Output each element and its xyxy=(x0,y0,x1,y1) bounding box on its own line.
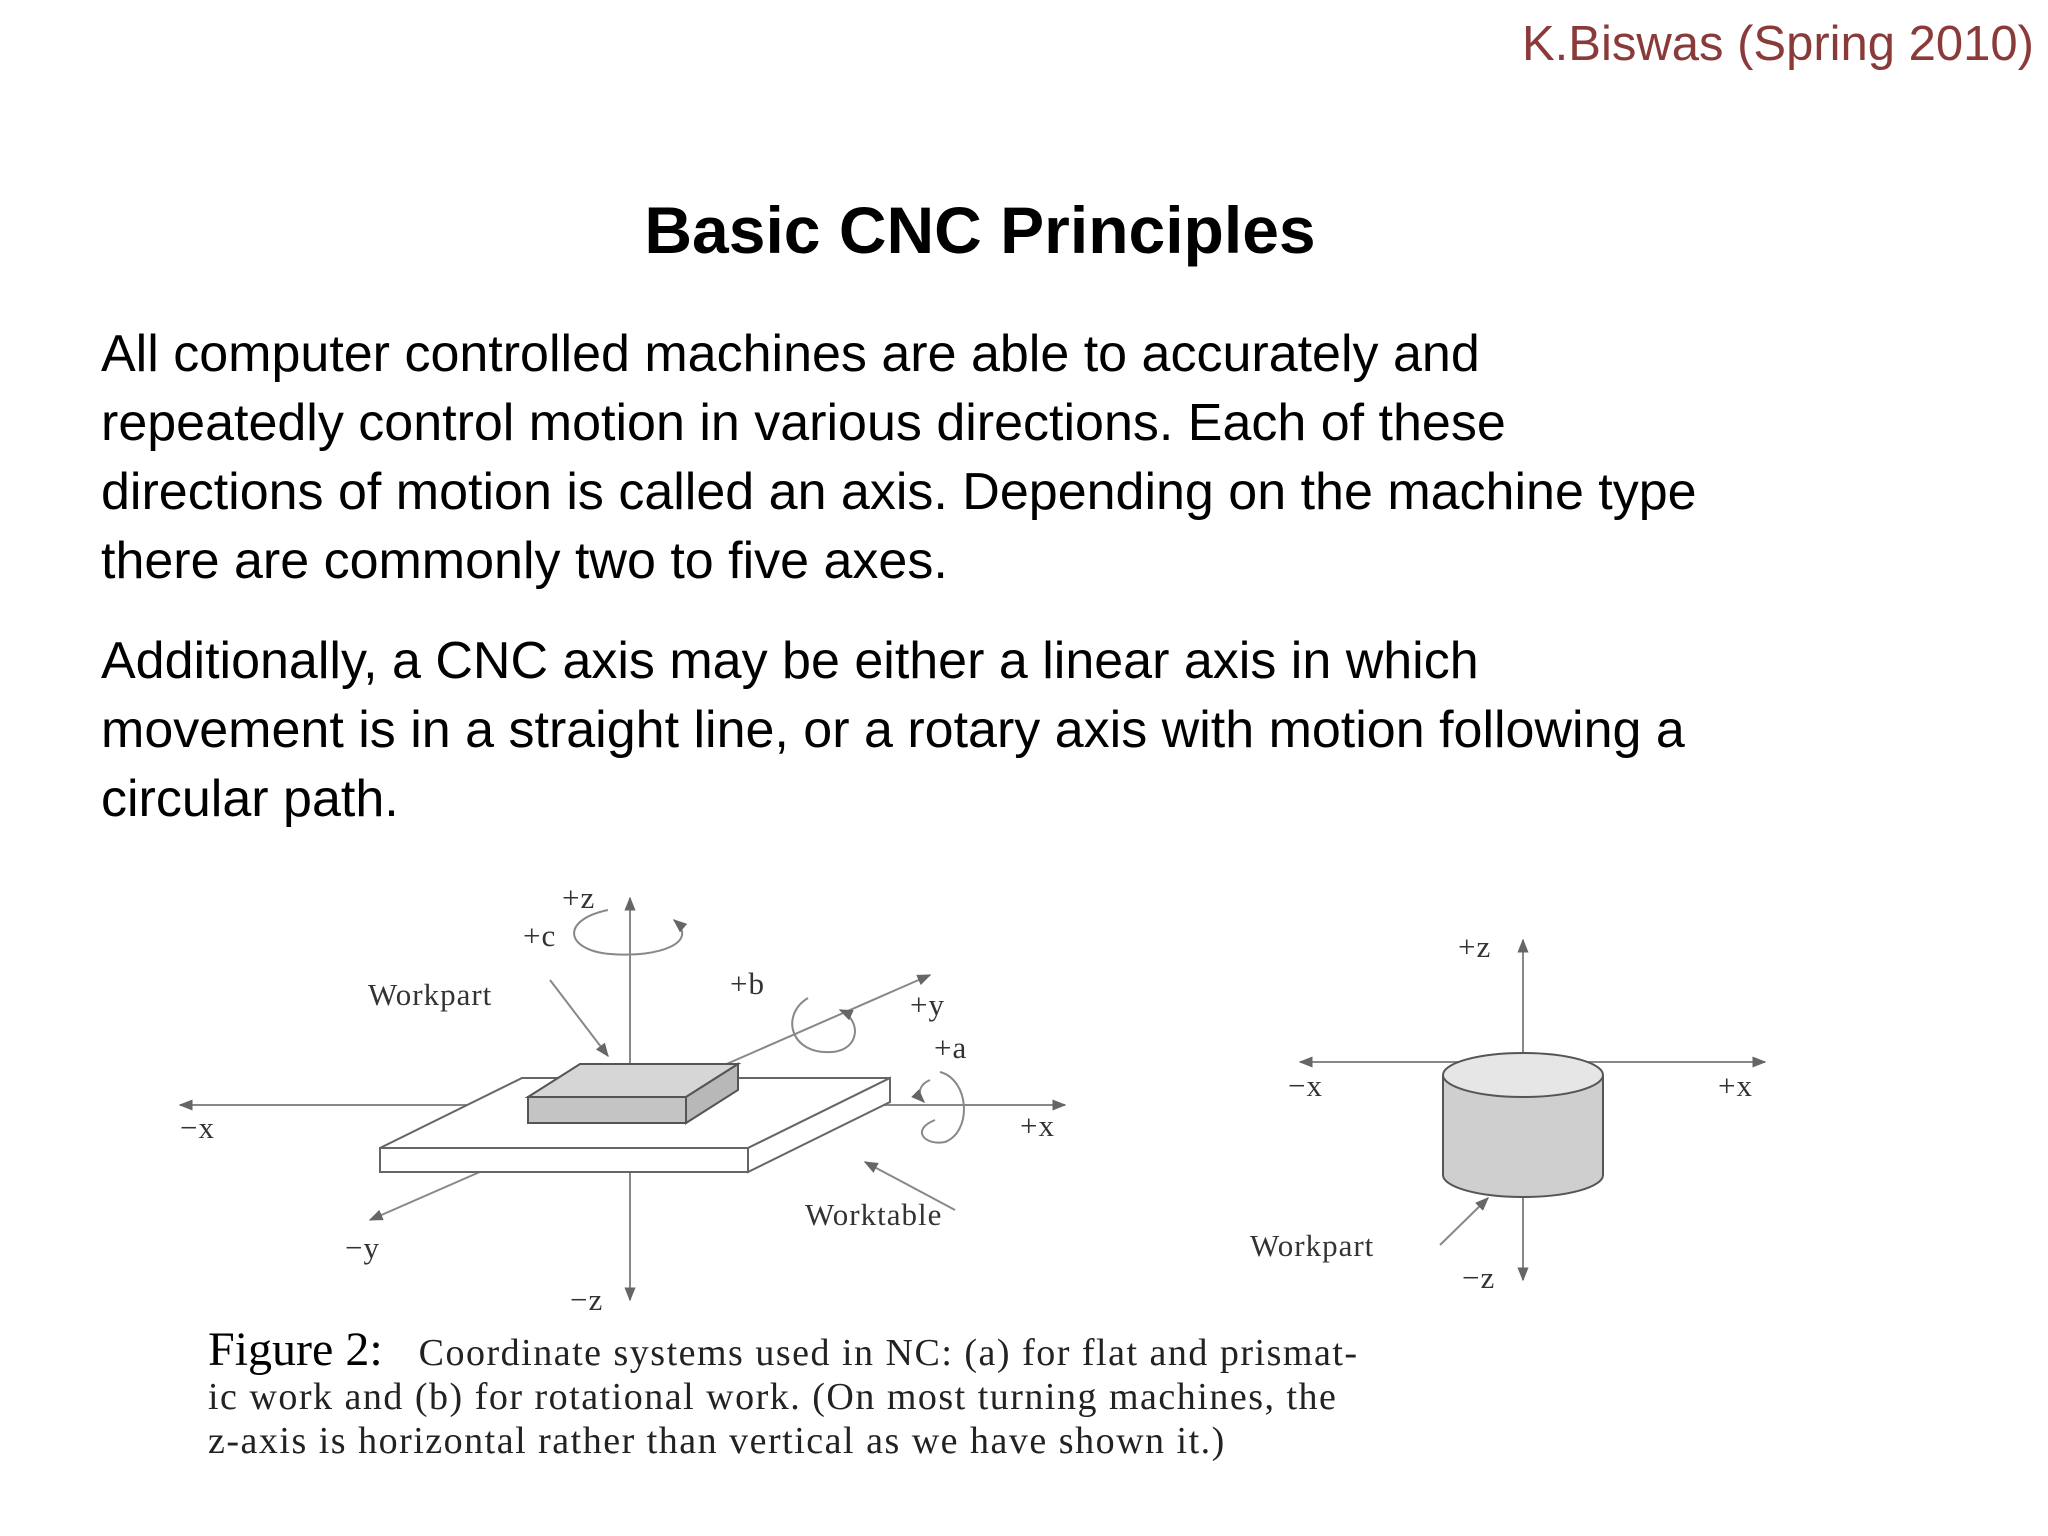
label-plus-b: +b xyxy=(730,966,765,1001)
label-minus-x: −x xyxy=(180,1110,215,1145)
rot-label-minus-z: −z xyxy=(1462,1260,1496,1295)
caption-line: ic work and (b) for rotational work. (On most turning machines, the xyxy=(208,1376,1338,1418)
label-plus-c: +c xyxy=(523,918,557,953)
rot-label-plus-z: +z xyxy=(1458,929,1492,964)
caption-line xyxy=(208,1323,1828,1376)
label-minus-z: −z xyxy=(570,1282,604,1317)
paragraph-line: Additionally, a CNC axis may be either a linear axis in which xyxy=(101,632,1479,690)
label-workpart: Workpart xyxy=(368,977,493,1012)
paragraph-line: movement is in a straight line, or a rotary axis with motion following a xyxy=(101,701,1685,759)
paragraph-axes xyxy=(101,320,1981,596)
rotation-a-arc xyxy=(922,1072,964,1143)
rot-label-minus-x: −x xyxy=(1288,1068,1323,1103)
paragraph-line: circular path. xyxy=(101,770,399,828)
rot-label-plus-x: +x xyxy=(1718,1068,1753,1103)
author-credit: K.Biswas (Spring 2010) xyxy=(1521,17,2034,71)
label-plus-y: +y xyxy=(910,987,945,1022)
caption-text: Coordinate systems used in NC: (a) for flat and prismat- xyxy=(418,1332,1359,1374)
label-minus-y: −y xyxy=(345,1230,380,1265)
paragraph-linear-rotary xyxy=(101,627,1981,834)
paragraph-line: there are commonly two to five axes. xyxy=(101,532,948,590)
rotation-c-arc xyxy=(574,910,682,955)
label-plus-x: +x xyxy=(1020,1108,1055,1143)
rotation-a-arrow xyxy=(920,1080,930,1102)
caption-line: z-axis is horizontal rather than vertical as we have shown it.) xyxy=(208,1420,1226,1462)
paragraph-line: repeatedly control motion in various directions. Each of these xyxy=(101,394,1506,452)
figure-coordinate-systems xyxy=(140,880,1840,1340)
rotation-b-arc xyxy=(792,998,855,1052)
paragraph-line: directions of motion is called an axis. Depending on the machine type xyxy=(101,463,1697,521)
flat-prismatic-diagram xyxy=(180,898,1065,1300)
label-plus-a: +a xyxy=(934,1030,968,1065)
rot-workpart-leader xyxy=(1440,1198,1488,1245)
figure-svg xyxy=(140,880,1840,1340)
slide-title: Basic CNC Principles xyxy=(644,193,1316,267)
cylinder-workpart xyxy=(1443,1053,1603,1197)
paragraph-line: All computer controlled machines are able to accurately and xyxy=(101,325,1480,383)
label-plus-z: +z xyxy=(562,880,596,915)
rot-label-workpart: Workpart xyxy=(1250,1228,1375,1263)
label-worktable: Worktable xyxy=(805,1197,943,1232)
workpart-leader xyxy=(550,980,608,1056)
figure-caption xyxy=(208,1323,1828,1463)
figure-label: Figure 2: xyxy=(208,1323,383,1376)
